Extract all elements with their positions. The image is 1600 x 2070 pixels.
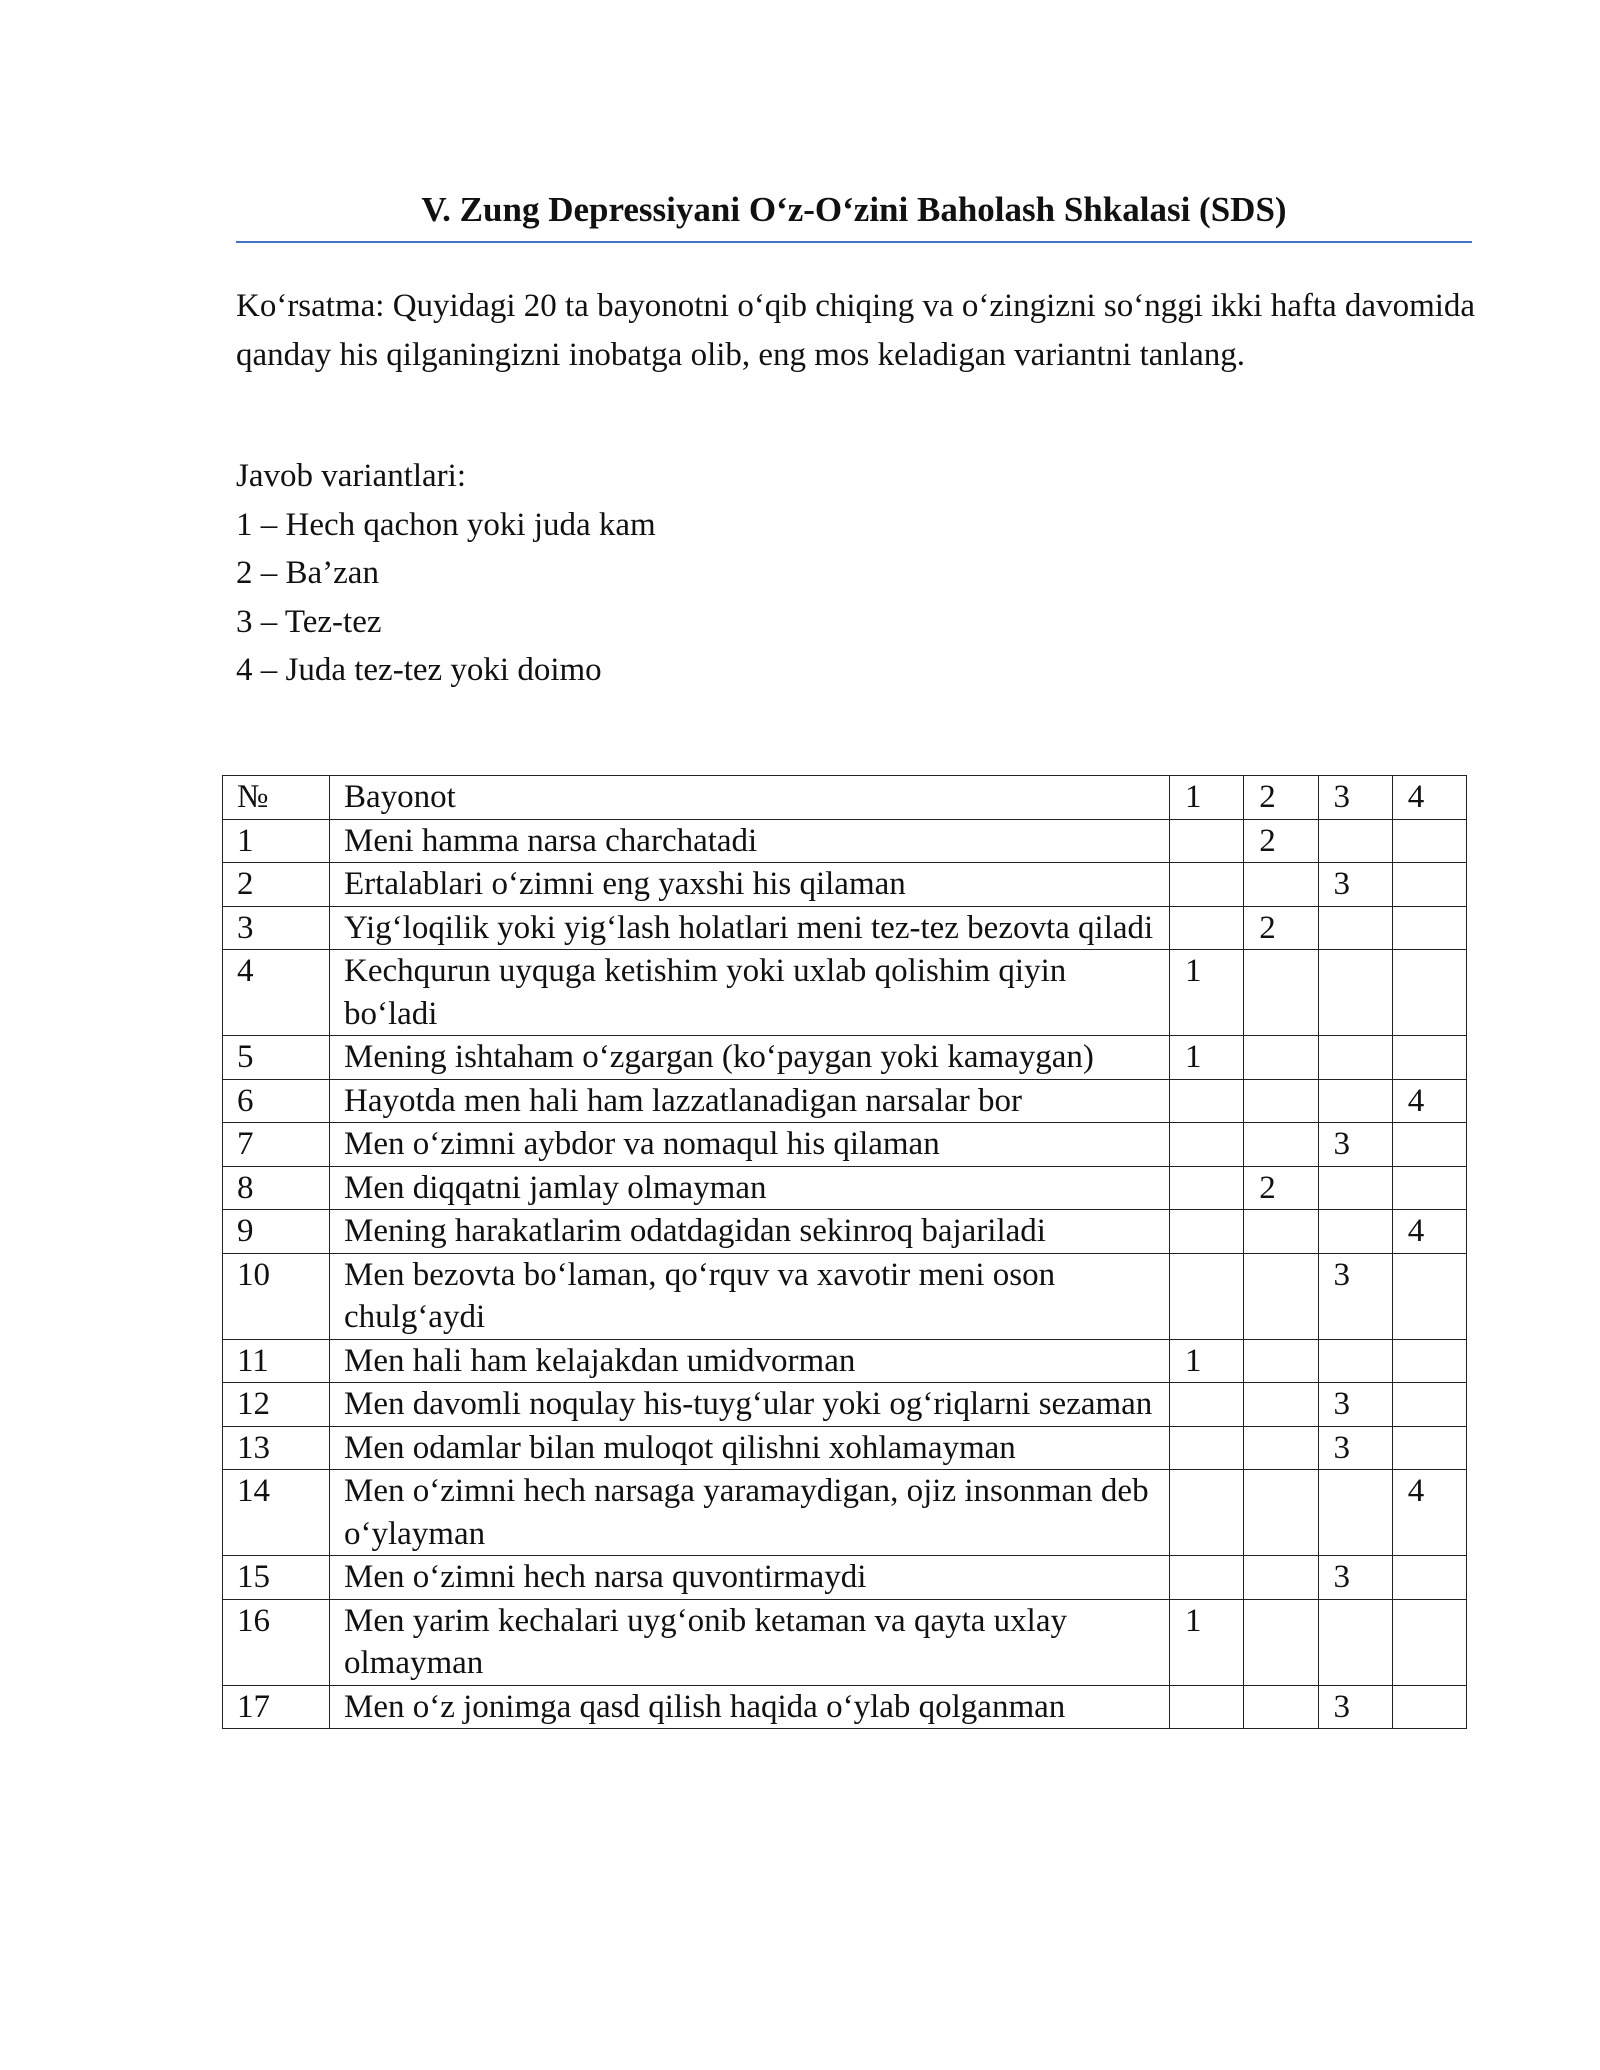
option-4-cell (1392, 1599, 1466, 1685)
row-number-cell: 2 (223, 863, 330, 907)
option-2-cell (1244, 1556, 1318, 1600)
statement-cell: Yig‘loqilik yoki yig‘lash holatlari meni tez-tez bezovta qiladi (330, 906, 1170, 950)
option-4-cell (1392, 950, 1466, 1036)
option-2-cell (1244, 1599, 1318, 1685)
option-2-cell (1244, 1123, 1318, 1167)
option-4-cell (1392, 1383, 1466, 1427)
option-2-cell: 2 (1244, 819, 1318, 863)
statement-cell: Men diqqatni jamlay olmayman (330, 1166, 1170, 1210)
row-number-cell: 6 (223, 1079, 330, 1123)
option-3-cell: 3 (1318, 1253, 1392, 1339)
statement-cell: Meni hamma narsa charchatadi (330, 819, 1170, 863)
option-2-cell: 2 (1244, 1166, 1318, 1210)
row-number-cell: 10 (223, 1253, 330, 1339)
option-2-cell (1244, 950, 1318, 1036)
row-number-cell: 16 (223, 1599, 330, 1685)
table-body (223, 819, 1467, 1729)
row-number-cell: 17 (223, 1685, 330, 1729)
option-2-cell (1244, 1210, 1318, 1254)
table-row (223, 1599, 1467, 1685)
row-number-cell: 12 (223, 1383, 330, 1427)
option-1-cell (1170, 1123, 1244, 1167)
option-3-cell: 3 (1318, 1426, 1392, 1470)
answer-option: 3 – Tez-tez (236, 603, 382, 640)
table-row (223, 1253, 1467, 1339)
statement-cell: Men bezovta bo‘laman, qo‘rquv va xavotir meni oson chulg‘aydi (330, 1253, 1170, 1339)
option-4-cell: 4 (1392, 1079, 1466, 1123)
option-4-cell (1392, 1339, 1466, 1383)
header-option-4: 4 (1392, 776, 1466, 820)
option-1-cell (1170, 863, 1244, 907)
option-3-cell (1318, 1079, 1392, 1123)
sds-table (222, 775, 1467, 1729)
table-row (223, 1079, 1467, 1123)
option-2-cell (1244, 1339, 1318, 1383)
option-1-cell: 1 (1170, 1339, 1244, 1383)
row-number-cell: 1 (223, 819, 330, 863)
option-4-cell (1392, 1123, 1466, 1167)
option-1-cell (1170, 1470, 1244, 1556)
option-1-cell (1170, 819, 1244, 863)
table-row (223, 1556, 1467, 1600)
option-4-cell (1392, 1253, 1466, 1339)
option-3-cell: 3 (1318, 1685, 1392, 1729)
option-2-cell (1244, 1253, 1318, 1339)
statement-cell: Men davomli noqulay his-tuyg‘ular yoki og‘riqlarni sezaman (330, 1383, 1170, 1427)
option-3-cell (1318, 906, 1392, 950)
answer-options-list (236, 501, 656, 695)
option-1-cell (1170, 1079, 1244, 1123)
option-1-cell: 1 (1170, 1036, 1244, 1080)
option-2-cell (1244, 1079, 1318, 1123)
table-row (223, 1426, 1467, 1470)
option-2-cell (1244, 1470, 1318, 1556)
header-option-3: 3 (1318, 776, 1392, 820)
row-number-cell: 7 (223, 1123, 330, 1167)
option-3-cell: 3 (1318, 1556, 1392, 1600)
option-4-cell: 4 (1392, 1470, 1466, 1556)
option-4-cell (1392, 906, 1466, 950)
answer-option: 2 – Ba’zan (236, 555, 379, 591)
answer-option: 4 – Juda tez-tez yoki doimo (236, 652, 602, 688)
statement-cell: Men o‘zimni hech narsaga yaramaydigan, ojiz insonman deb o‘ylayman (330, 1470, 1170, 1556)
option-4-cell (1392, 1166, 1466, 1210)
option-3-cell: 3 (1318, 1123, 1392, 1167)
table-row (223, 1036, 1467, 1080)
option-3-cell (1318, 950, 1392, 1036)
table-row (223, 1166, 1467, 1210)
table-row (223, 1210, 1467, 1254)
option-4-cell (1392, 819, 1466, 863)
document-title: V. Zung Depressiyani O‘z-O‘zini Baholash Shkalasi (SDS) (421, 190, 1287, 229)
statement-cell: Ertalablari o‘zimni eng yaxshi his qilaman (330, 863, 1170, 907)
table-row (223, 1685, 1467, 1729)
option-4-cell: 4 (1392, 1210, 1466, 1254)
header-option-1: 1 (1170, 776, 1244, 820)
row-number-cell: 4 (223, 950, 330, 1036)
option-2-cell (1244, 1383, 1318, 1427)
statement-cell: Men o‘zimni aybdor va nomaqul his qilaman (330, 1123, 1170, 1167)
table-row (223, 863, 1467, 907)
option-1-cell: 1 (1170, 1599, 1244, 1685)
header-statement: Bayonot (330, 776, 1170, 820)
option-4-cell (1392, 1556, 1466, 1600)
table-row (223, 950, 1467, 1036)
option-1-cell (1170, 1685, 1244, 1729)
option-1-cell: 1 (1170, 950, 1244, 1036)
row-number-cell: 14 (223, 1470, 330, 1556)
table-row (223, 906, 1467, 950)
option-3-cell (1318, 1339, 1392, 1383)
option-4-cell (1392, 1685, 1466, 1729)
option-3-cell: 3 (1318, 1383, 1392, 1427)
table-header-row (223, 776, 1467, 820)
option-4-cell (1392, 863, 1466, 907)
statement-cell: Men hali ham kelajakdan umidvorman (330, 1339, 1170, 1383)
option-1-cell (1170, 1253, 1244, 1339)
table-row (223, 1383, 1467, 1427)
statement-cell: Men o‘zimni hech narsa quvontirmaydi (330, 1556, 1170, 1600)
statement-cell: Men yarim kechalari uyg‘onib ketaman va qayta uxlay olmayman (330, 1599, 1170, 1685)
option-1-cell (1170, 1210, 1244, 1254)
option-3-cell (1318, 1036, 1392, 1080)
option-2-cell (1244, 863, 1318, 907)
row-number-cell: 9 (223, 1210, 330, 1254)
answer-option: 1 – Hech qachon yoki juda kam (236, 506, 656, 543)
option-1-cell (1170, 1166, 1244, 1210)
option-2-cell (1244, 1426, 1318, 1470)
table-row (223, 1339, 1467, 1383)
header-option-2: 2 (1244, 776, 1318, 820)
table-row (223, 1123, 1467, 1167)
row-number-cell: 11 (223, 1339, 330, 1383)
option-3-cell: 3 (1318, 863, 1392, 907)
option-2-cell (1244, 1685, 1318, 1729)
option-3-cell (1318, 1166, 1392, 1210)
statement-cell: Kechqurun uyquga ketishim yoki uxlab qolishim qiyin bo‘ladi (330, 950, 1170, 1036)
option-1-cell (1170, 1383, 1244, 1427)
row-number-cell: 13 (223, 1426, 330, 1470)
statement-cell: Men o‘z jonimga qasd qilish haqida o‘ylab qolganman (330, 1685, 1170, 1729)
option-4-cell (1392, 1426, 1466, 1470)
statement-cell: Men odamlar bilan muloqot qilishni xohlamayman (330, 1426, 1170, 1470)
table-row (223, 819, 1467, 863)
header-number: № (223, 776, 330, 820)
option-4-cell (1392, 1036, 1466, 1080)
option-3-cell (1318, 819, 1392, 863)
option-2-cell: 2 (1244, 906, 1318, 950)
option-1-cell (1170, 906, 1244, 950)
statement-cell: Mening ishtaham o‘zgargan (ko‘paygan yoki kamaygan) (330, 1036, 1170, 1080)
statement-cell: Mening harakatlarim odatdagidan sekinroq bajariladi (330, 1210, 1170, 1254)
option-1-cell (1170, 1556, 1244, 1600)
instruction-paragraph: Ko‘rsatma: Quyidagi 20 ta bayonotni o‘qib chiqing va o‘zingizni so‘nggi ikki hafta davomida qanday his qilganingizni inobatga olib, eng mos keladigan variantni tanlang. (236, 288, 1476, 373)
title-underline (236, 241, 1472, 243)
option-3-cell (1318, 1599, 1392, 1685)
row-number-cell: 15 (223, 1556, 330, 1600)
answer-options-label: Javob variantlari: (236, 458, 467, 494)
row-number-cell: 5 (223, 1036, 330, 1080)
option-3-cell (1318, 1210, 1392, 1254)
table-row (223, 1470, 1467, 1556)
row-number-cell: 8 (223, 1166, 330, 1210)
option-1-cell (1170, 1426, 1244, 1470)
option-3-cell (1318, 1470, 1392, 1556)
option-2-cell (1244, 1036, 1318, 1080)
statement-cell: Hayotda men hali ham lazzatlanadigan narsalar bor (330, 1079, 1170, 1123)
row-number-cell: 3 (223, 906, 330, 950)
